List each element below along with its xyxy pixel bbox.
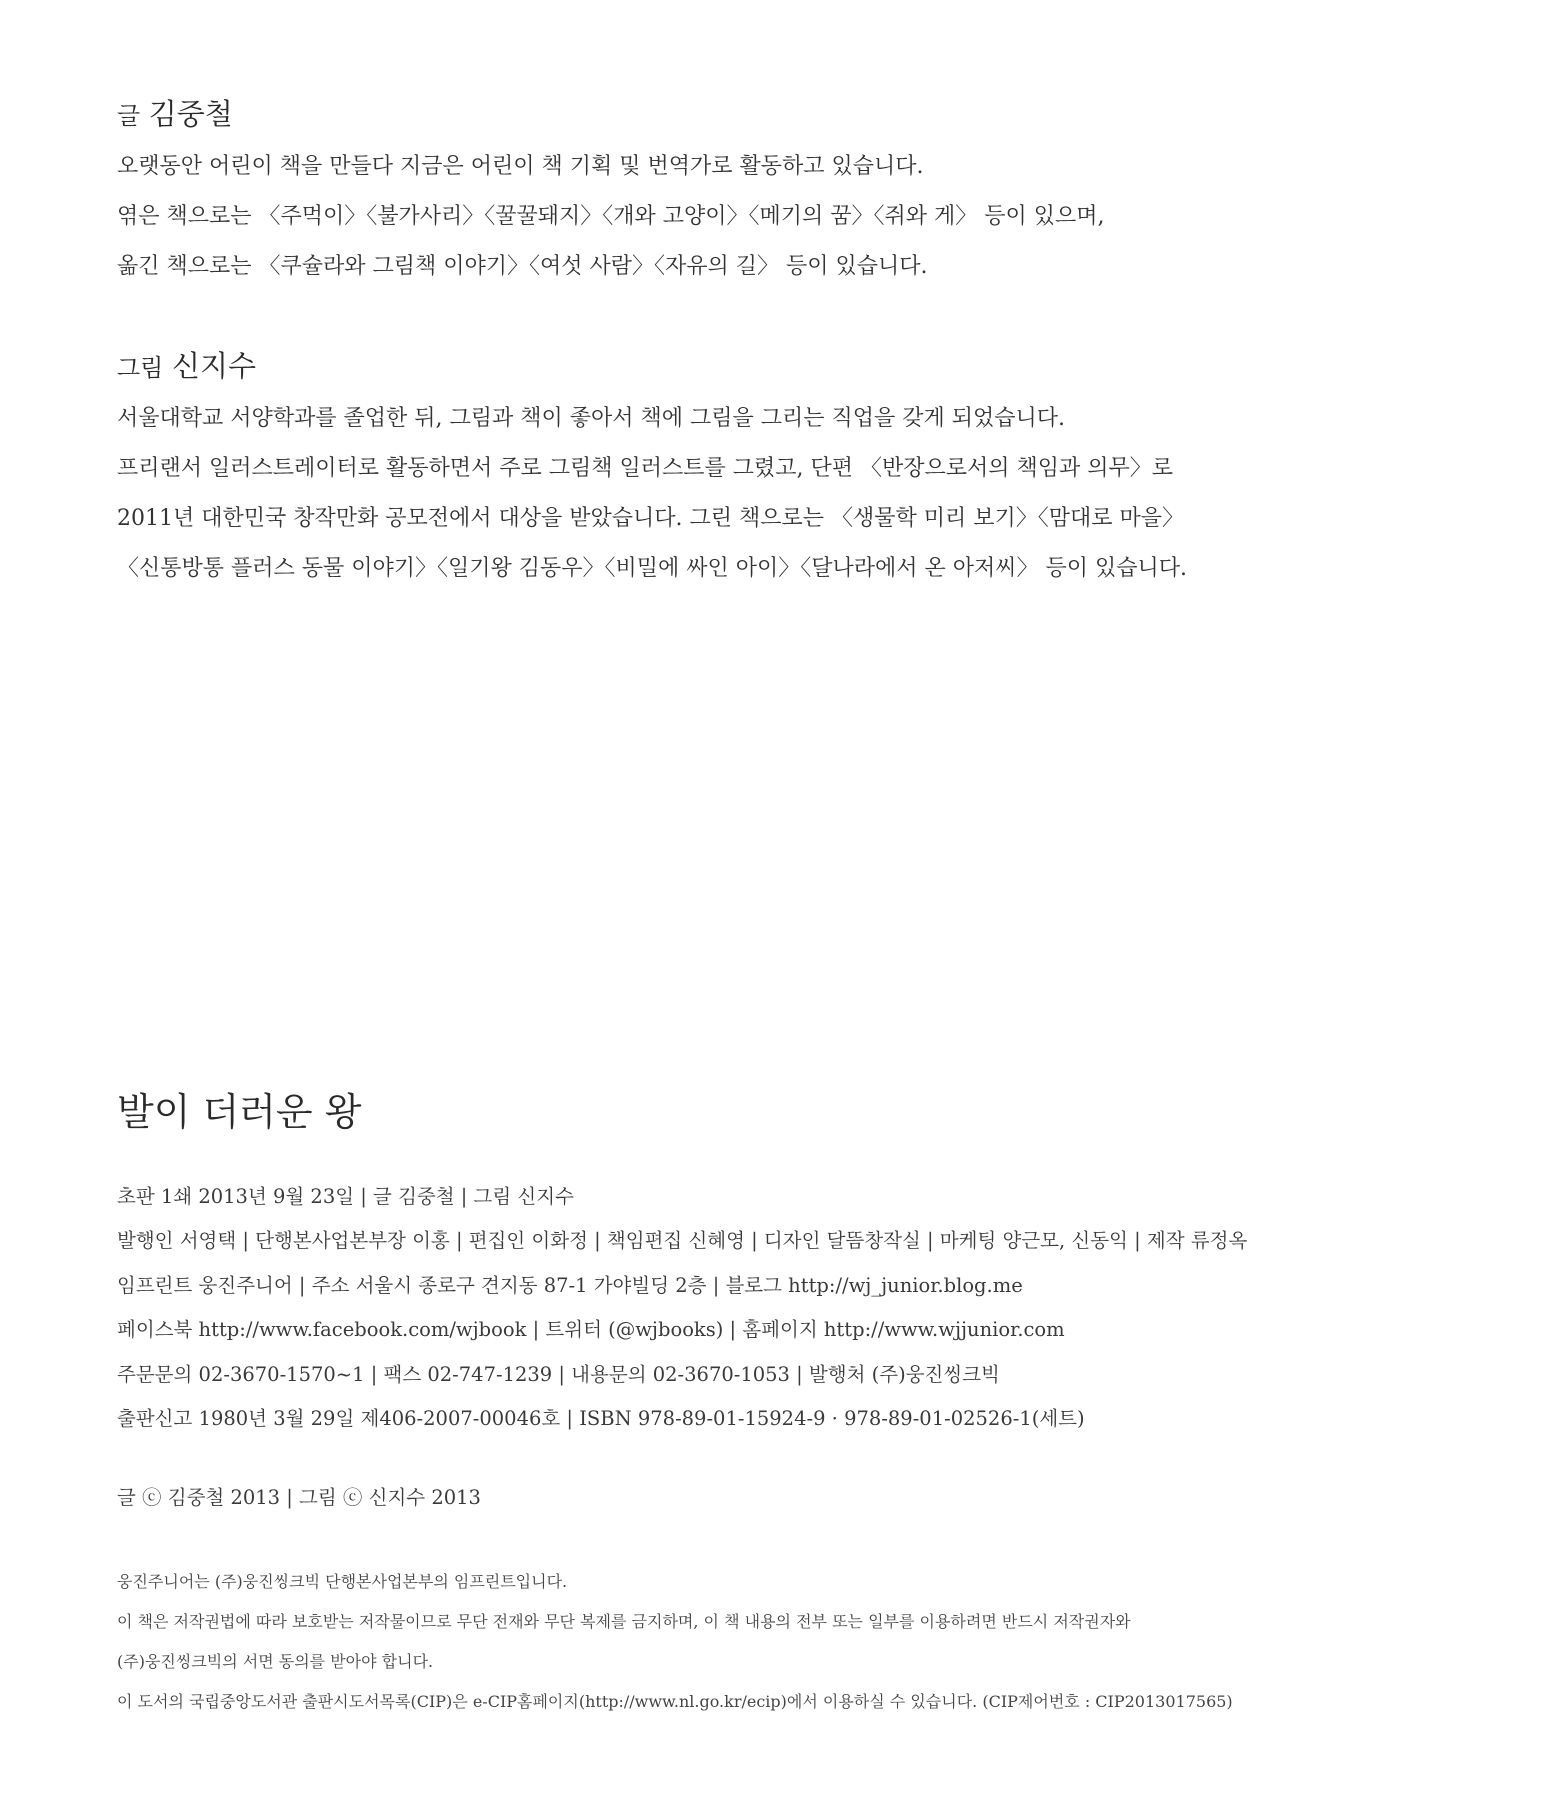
- notice-line: (주)웅진씽크빅의 서면 동의를 받아야 합니다.: [117, 1652, 434, 1671]
- illustrator-bio-line: 〈신통방통 플러스 동물 이야기〉〈일기왕 김동우〉〈비밀에 싸인 아이〉〈달나라에서 온 아저씨〉 등이 있습니다.: [117, 556, 1188, 581]
- illustrator-bio-line: 프리랜서 일러스트레이터로 활동하면서 주로 그림책 일러스트를 그렸고, 단편 〈반장으로서의 책임과 의무〉로: [117, 456, 1174, 481]
- colophon-line: 발행인 서영택 | 단행본사업본부장 이홍 | 편집인 이화정 | 책임편집 신혜영 | 디자인 달뜸창작실 | 마케팅 양근모, 신동익 | 제작 류정옥: [117, 1229, 1248, 1253]
- colophon-line: 페이스북 http://www.facebook.com/wjbook | 트위터 (@wjbooks) | 홈페이지 http://www.wjjunior.com: [117, 1318, 1065, 1342]
- illustrator-role-label: 그림: [117, 354, 164, 382]
- author-role-label: 글: [117, 102, 141, 130]
- colophon-line: 주문문의 02-3670-1570~1 | 팩스 02-747-1239 | 내용문의 02-3670-1053 | 발행처 (주)웅진씽크빅: [117, 1362, 1000, 1386]
- author-bio-line: 엮은 책으로는 〈주먹이〉〈불가사리〉〈꿀꿀돼지〉〈개와 고양이〉〈메기의 꿈〉〈쥐와 게〉 등이 있으며,: [117, 204, 1105, 229]
- author-bio-line: 오랫동안 어린이 책을 만들다 지금은 어린이 책 기획 및 번역가로 활동하고 있습니다.: [117, 154, 924, 179]
- illustrator-bio-line: 서울대학교 서양학과를 졸업한 뒤, 그림과 책이 좋아서 책에 그림을 그리는 직업을 갖게 되었습니다.: [117, 406, 1065, 431]
- notice-line: 웅진주니어는 (주)웅진씽크빅 단행본사업본부의 임프린트입니다.: [117, 1572, 568, 1591]
- colophon-line: 임프린트 웅진주니어 | 주소 서울시 종로구 견지동 87-1 가야빌딩 2층 | 블로그 http://wj_junior.blog.me: [117, 1273, 1023, 1297]
- legal-notice: [117, 1562, 1417, 1722]
- book-title: 발이 더러운 왕: [117, 1090, 362, 1134]
- notice-line: 이 도서의 국립중앙도서관 출판시도서목록(CIP)은 e-CIP홈페이지(http://www.nl.go.kr/ecip)에서 이용하실 수 있습니다. (CIP제어번호 : CIP2013017565): [117, 1692, 1233, 1711]
- publication-details: [117, 1175, 1417, 1441]
- notice-line: 이 책은 저작권법에 따라 보호받는 저작물이므로 무단 전재와 무단 복제를 금지하며, 이 책 내용의 전부 또는 일부를 이용하려면 반드시 저작권자와: [117, 1612, 1131, 1631]
- illustrator-bio-line: 2011년 대한민국 창작만화 공모전에서 대상을 받았습니다. 그린 책으로는 〈생물학 미리 보기〉〈맘대로 마을〉: [117, 506, 1184, 531]
- author-name: 김중철: [148, 97, 233, 131]
- author-bio: [117, 94, 1417, 292]
- illustrator-name: 신지수: [171, 349, 257, 383]
- illustrator-bio-heading: [117, 346, 1417, 388]
- colophon-line: 초판 1쇄 2013년 9월 23일 | 글 김중철 | 그림 신지수: [117, 1185, 574, 1208]
- colophon-line: 출판신고 1980년 3월 29일 제406-2007-00046호 | ISBN 978-89-01-15924-9 · 978-89-01-02526-1(세트): [117, 1407, 1085, 1431]
- author-bio-heading: [117, 94, 1417, 136]
- illustrator-bio: [117, 346, 1417, 594]
- author-bio-line: 옮긴 책으로는 〈쿠슐라와 그림책 이야기〉〈여섯 사람〉〈자유의 길〉 등이 있습니다.: [117, 254, 928, 279]
- copyright-line: 글 ⓒ 김중철 2013 | 그림 ⓒ 신지수 2013: [117, 1486, 481, 1509]
